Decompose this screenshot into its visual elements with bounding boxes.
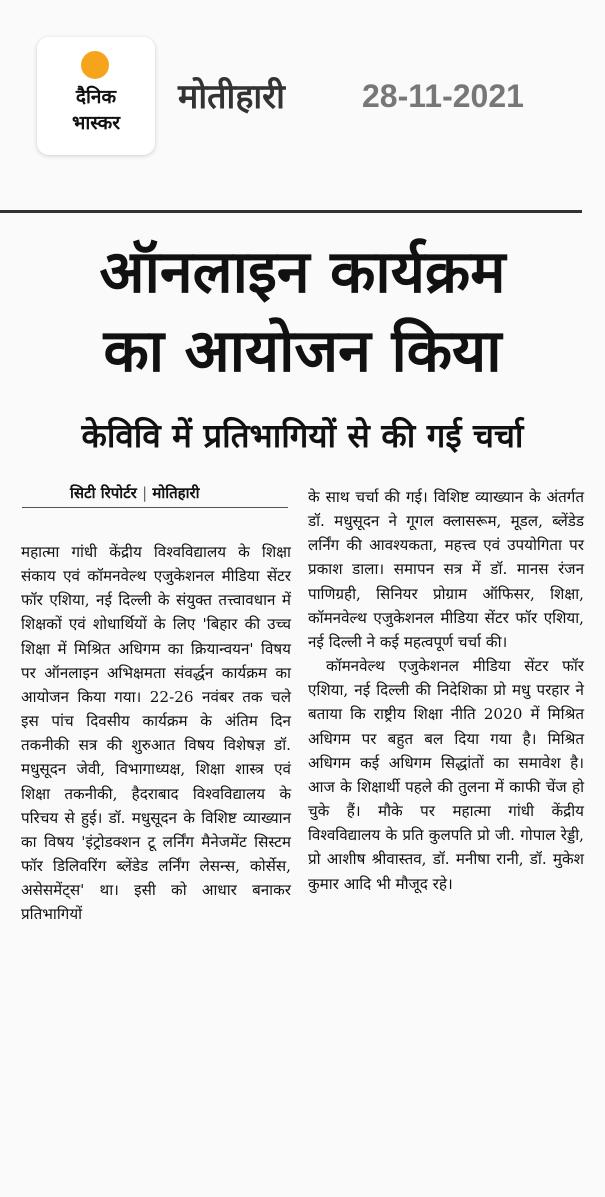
masthead-divider	[0, 210, 582, 213]
article-paragraph: महात्मा गांधी केंद्रीय विश्वविद्यालय के शिक्षा संकाय एवं कॉमनवेल्थ एजुकेशनल मीडिया सेंटर फॉर एशिया, नई दिल्ली के संयुक्त तत्त्वावधान में शिक्षकों एवं शोधार्थियों के लिए 'बिहार की उच्च शिक्षा में मिश्रित अधिगम का क्रियान्वयन' विषय पर ऑनलाइन अभिक्षमता संवर्द्धन कार्यक्रम का आयोजन किया गया। 22-26 नवंबर तक चले इस पांच दिवसीय कार्यक्रम के अंतिम दिन तकनीकी सत्र की शुरुआत विषय विशेषज्ञ डॉ. मधुसूदन जेवी, विभागाध्यक्ष, शिक्षा शास्त्र एवं शिक्षा तकनीकी, हैदराबाद विश्वविद्यालय के परिचय से हुई। डॉ. मधुसूदन के विशिष्ट व्याख्यान का विषय 'इंट्रोडक्शन टू लर्निंग मैनेजमेंट सिस्टम फॉर डिलिवरिंग ब्लेंडेड लर्निंग लेसन्स, कोर्सेस, असेसमेंट्स' था। इसी को आधार बनाकर प्रतिभागियों	[21, 543, 291, 924]
article-column-1	[21, 540, 291, 927]
newspaper-logo	[37, 37, 155, 155]
article-column-2	[308, 485, 584, 896]
edition-name: मोतीहारी	[178, 77, 285, 117]
edition-date: 28-11-2021	[362, 78, 524, 114]
logo-text-line1: दैनिक	[75, 86, 117, 108]
byline	[70, 483, 270, 503]
byline-rule	[22, 507, 288, 508]
byline-separator: |	[142, 484, 148, 502]
article-paragraph: के साथ चर्चा की गई। विशिष्ट व्याख्यान के अंतर्गत डॉ. मधुसूदन ने गूगल क्लासरूम, मूडल, ब्लेंडेड लर्निंग की आवश्यकता, महत्त्व एवं उपयोगिता पर प्रकाश डाला। समापन सत्र में डॉ. मानस रंजन पाणिग्रही, सिनियर प्रोग्राम ऑफिसर, शिक्षा, कॉमनवेल्थ एजुकेशनल मीडिया सेंटर फॉर एशिया, नई दिल्ली ने कई महत्वपूर्ण चर्चा की।	[308, 488, 584, 651]
article-paragraph: कॉमनवेल्थ एजुकेशनल मीडिया सेंटर फॉर एशिया, नई दिल्ली की निदेशिका प्रो मधु परहार ने बताया कि राष्ट्रीय शिक्षा नीति 2020 में मिश्रित अधिगम पर बहुत बल दिया गया है। मिश्रित अधिगम कई अधिगम सिद्धांतों का समावेश है। आज के शिक्षार्थी पहले की तुलना में काफी चेंज हो चुके हैं। मौके पर महात्मा गांधी केंद्रीय विश्वविद्यालय के प्रति कुलपति प्रो जी. गोपाल रेड्डी, प्रो आशीष श्रीवास्तव, डॉ. मनीषा रानी, डॉ. मुकेश कुमार आदि भी मौजूद रहे।	[308, 657, 584, 893]
subheadline: केविवि में प्रतिभागियों से की गई चर्चा	[81, 416, 524, 455]
logo-text-line2: भास्कर	[71, 112, 121, 134]
byline-reporter: सिटी रिपोर्टर	[70, 484, 137, 502]
headline-line1: ऑनलाइन कार्यक्रम	[99, 237, 506, 306]
sun-icon	[81, 51, 109, 79]
byline-place: मोतिहारी	[152, 484, 200, 502]
headline-line2: का आयोजन किया	[103, 316, 502, 385]
